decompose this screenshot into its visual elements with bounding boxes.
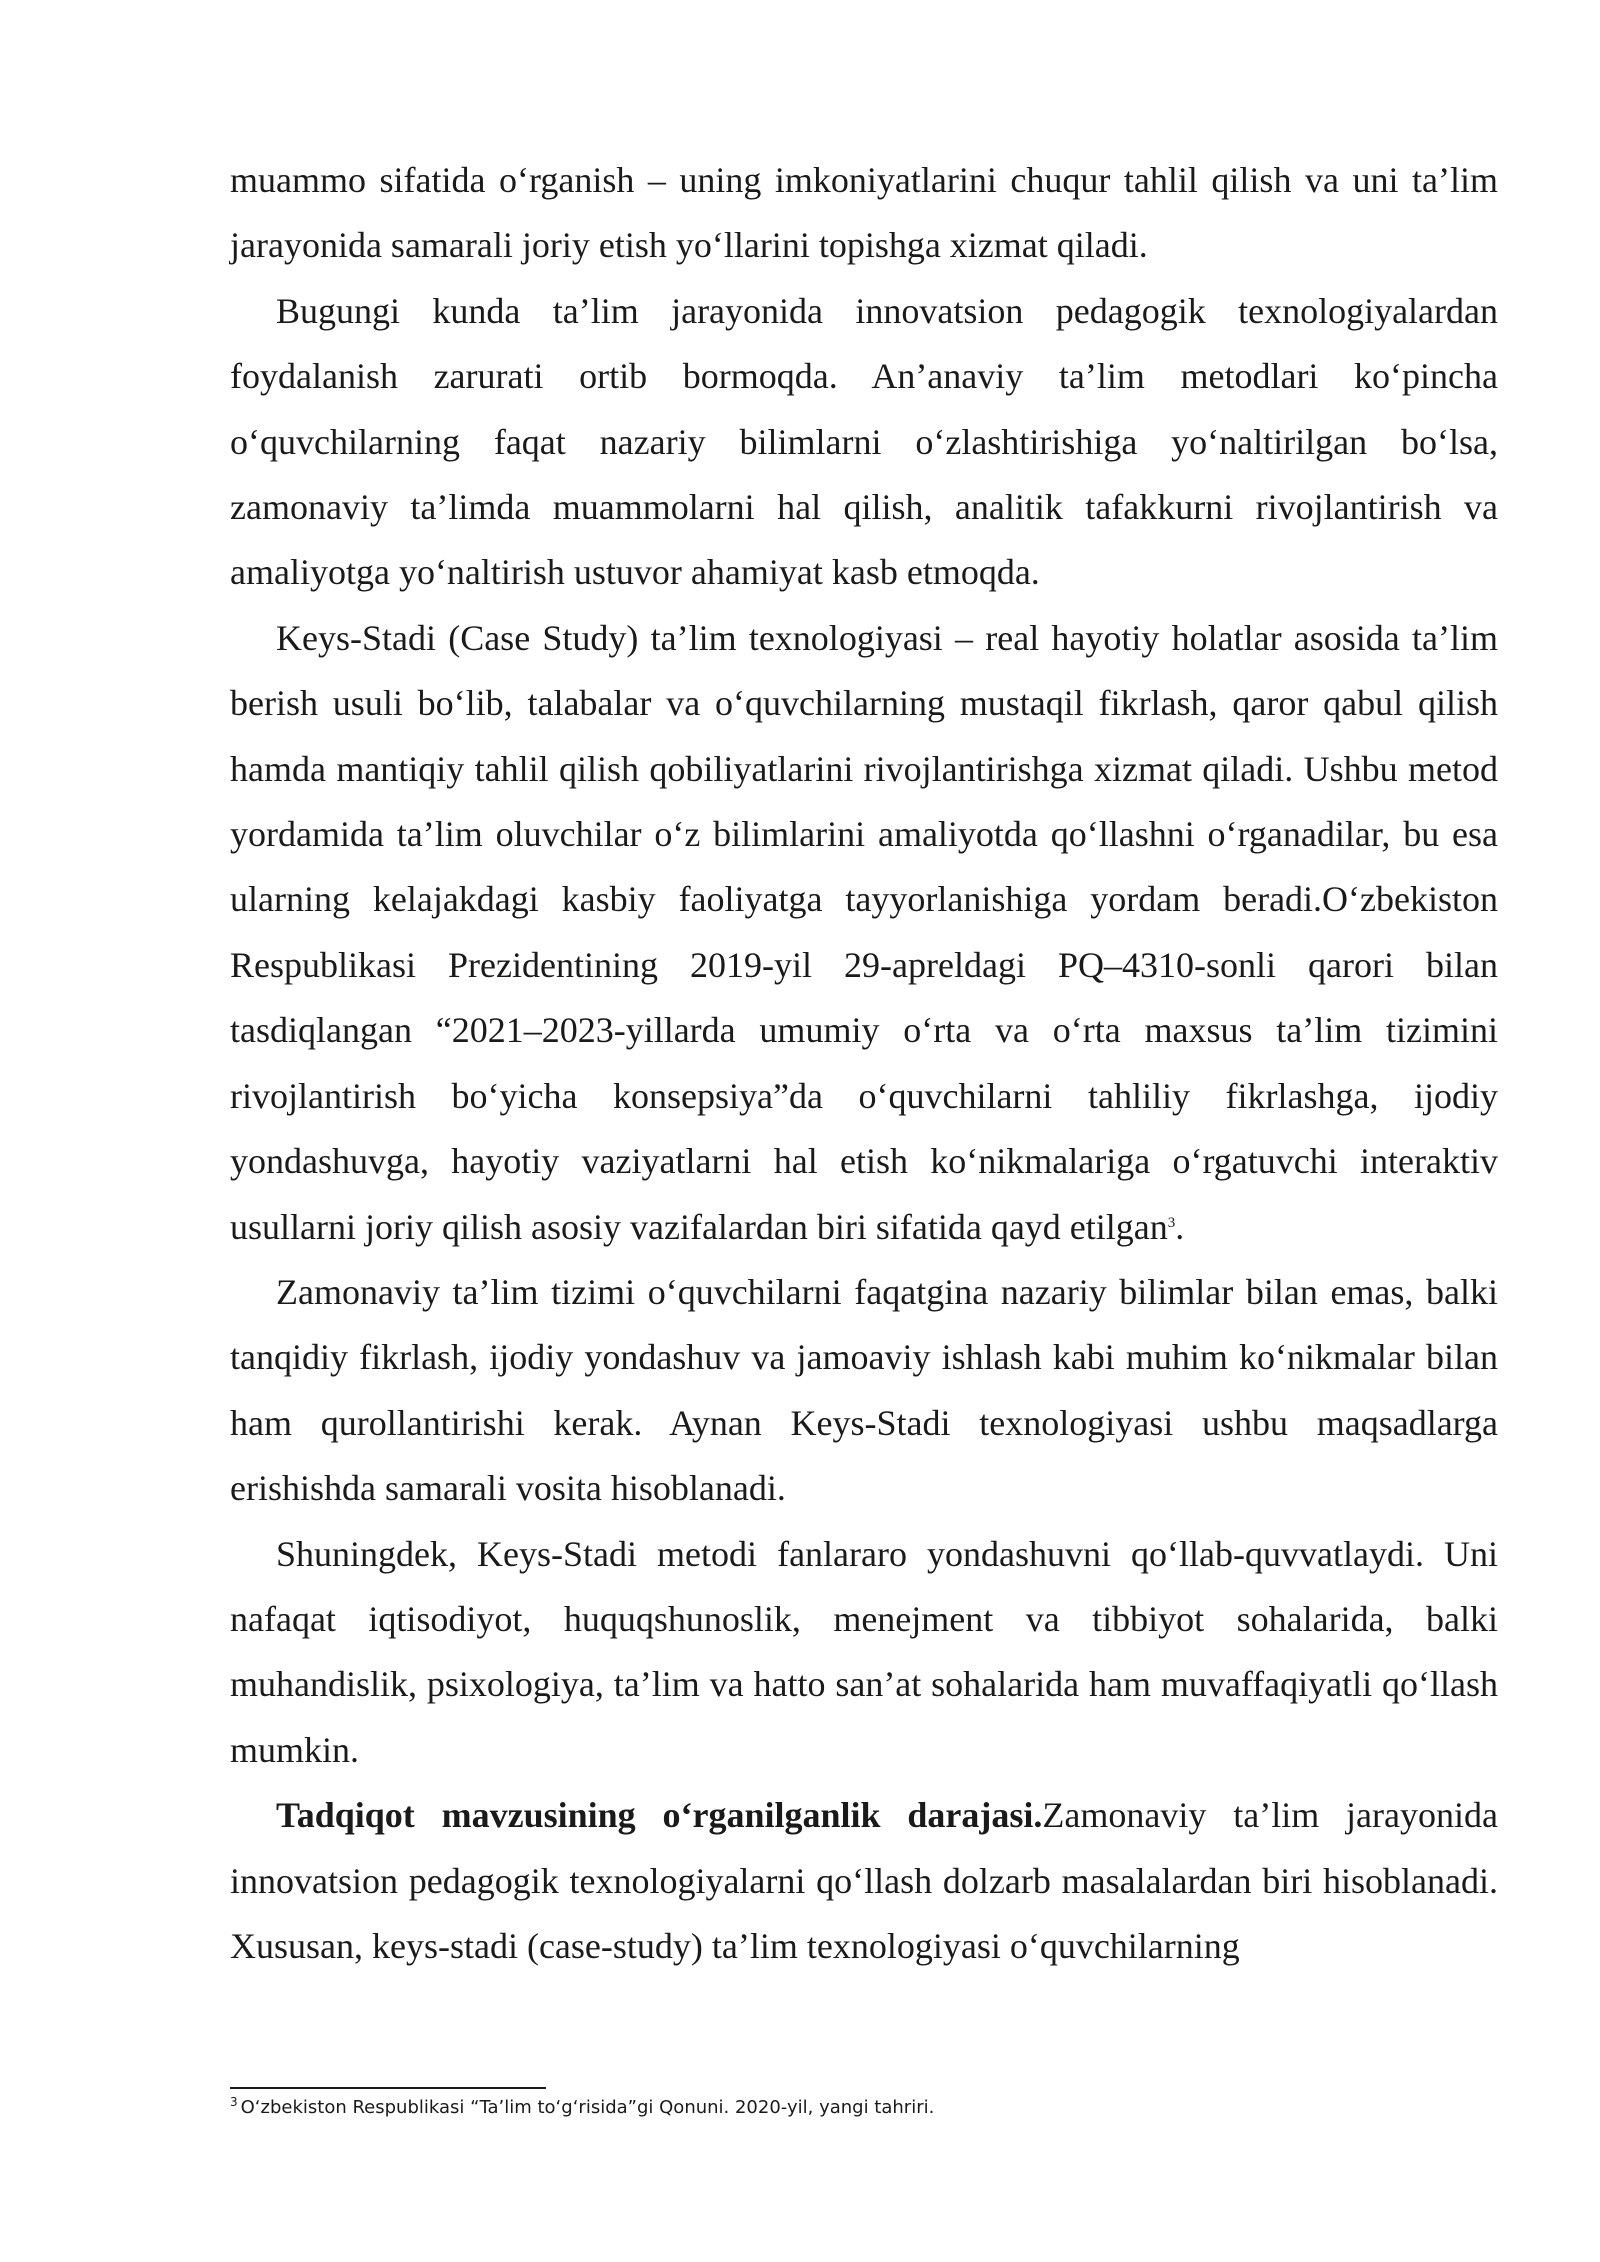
section-text: Zamonaviy ta’lim jarayonida innovatsion pedagogik texnologiyalarni qo‘llash dolzarb masalalardan biri hisoblanadi. Xususan, keys-stadi (case-study) ta’lim texnologiyasi o‘quvchilarning xyxy=(230,1795,1498,1966)
paragraph-research-level xyxy=(230,1783,1498,1979)
paragraph-modern-education: Zamonaviy ta’lim tizimi o‘quvchilarni faqatgina nazariy bilimlar bilan emas, balki tanqidiy fikrlash, ijodiy yondashuv va jamoaviy ishlash kabi muhim ko‘nikmalar bilan ham qurollantirishi kerak. Aynan Keys-Stadi texnologiyasi ushbu maqsadlarga erishishda samarali vosita hisoblanadi. xyxy=(230,1271,1498,1509)
footnote-separator xyxy=(230,2087,546,2089)
footnote xyxy=(230,2094,1498,2122)
section-heading: Tadqiqot mavzusining o‘rganilganlik darajasi. xyxy=(276,1795,1043,1836)
paragraph-continuation: muammo sifatida o‘rganish – uning imkoniyatlarini chuqur tahlil qilish va uni ta’lim jarayonida samarali joriy etish yo‘llarini topishga xizmat qiladi. xyxy=(230,160,1498,266)
footnote-text: O‘zbekiston Respublikasi “Ta’lim to‘g‘risida”gi Qonuni. 2020-yil, yangi tahriri. xyxy=(240,2097,935,2118)
paragraph-case-study xyxy=(230,606,1498,1260)
paragraph-innovative-technologies: Bugungi kunda ta’lim jarayonida innovatsion pedagogik texnologiyalardan foydalanish zarurati ortib bormoqda. An’anaviy ta’lim metodlari ko‘pincha o‘quvchilarning faqat nazariy bilimlarni o‘zlashtirishiga yo‘naltirilgan bo‘lsa, zamonaviy ta’limda muammolarni hal qilish, analitik tafakkurni rivojlantirish va amaliyotga yo‘naltirish ustuvor ahamiyat kasb etmoqda. xyxy=(230,290,1498,593)
sentence-period: . xyxy=(1175,1206,1185,1247)
footnote-number: 3 xyxy=(230,2095,238,2109)
body-text xyxy=(230,148,1498,1979)
footnote-reference[interactable]: 3 xyxy=(1167,1214,1176,1231)
case-study-text: Keys-Stadi (Case Study) ta’lim texnologiyasi – real hayotiy holatlar asosida ta’lim berish usuli bo‘lib, talabalar va o‘quvchilarning mustaqil fikrlash, qaror qabul qilish hamda mantiqiy tahlil qilish qobiliyatlarini rivojlantirishga xizmat qiladi. Ushbu metod yordamida ta’lim oluvchilar o‘z bilimlarini amaliyotda qo‘llashni o‘rganadilar, bu esa ularning kelajakdagi kasbiy faoliyatga tayyorlanishiga yordam beradi.O‘zbekiston Respublikasi Prezidentining 2019-yil 29-apreldagi PQ–4310-sonli qarori bilan tasdiqlangan “2021–2023-yillarda umumiy o‘rta va o‘rta maxsus ta’lim tizimini rivojlantirish bo‘yicha konsepsiya”da o‘quvchilarni tahliliy fikrlashga, ijodiy yondashuvga, hayotiy vaziyatlarni hal etish ko‘nikmalariga o‘rgatuvchi interaktiv usullarni joriy qilish asosiy vazifalardan biri sifatida qayd etilgan xyxy=(230,617,1498,1247)
paragraph-interdisciplinary: Shuningdek, Keys-Stadi metodi fanlararo yondashuvni qo‘llab-quvvatlaydi. Uni nafaqat iqtisodiyot, huquqshunoslik, menejment va tibbiyot sohalarida, balki muhandislik, psixologiya, ta’lim va hatto san’at sohalarida ham muvaffaqiyatli qo‘llash mumkin. xyxy=(230,1533,1498,1770)
